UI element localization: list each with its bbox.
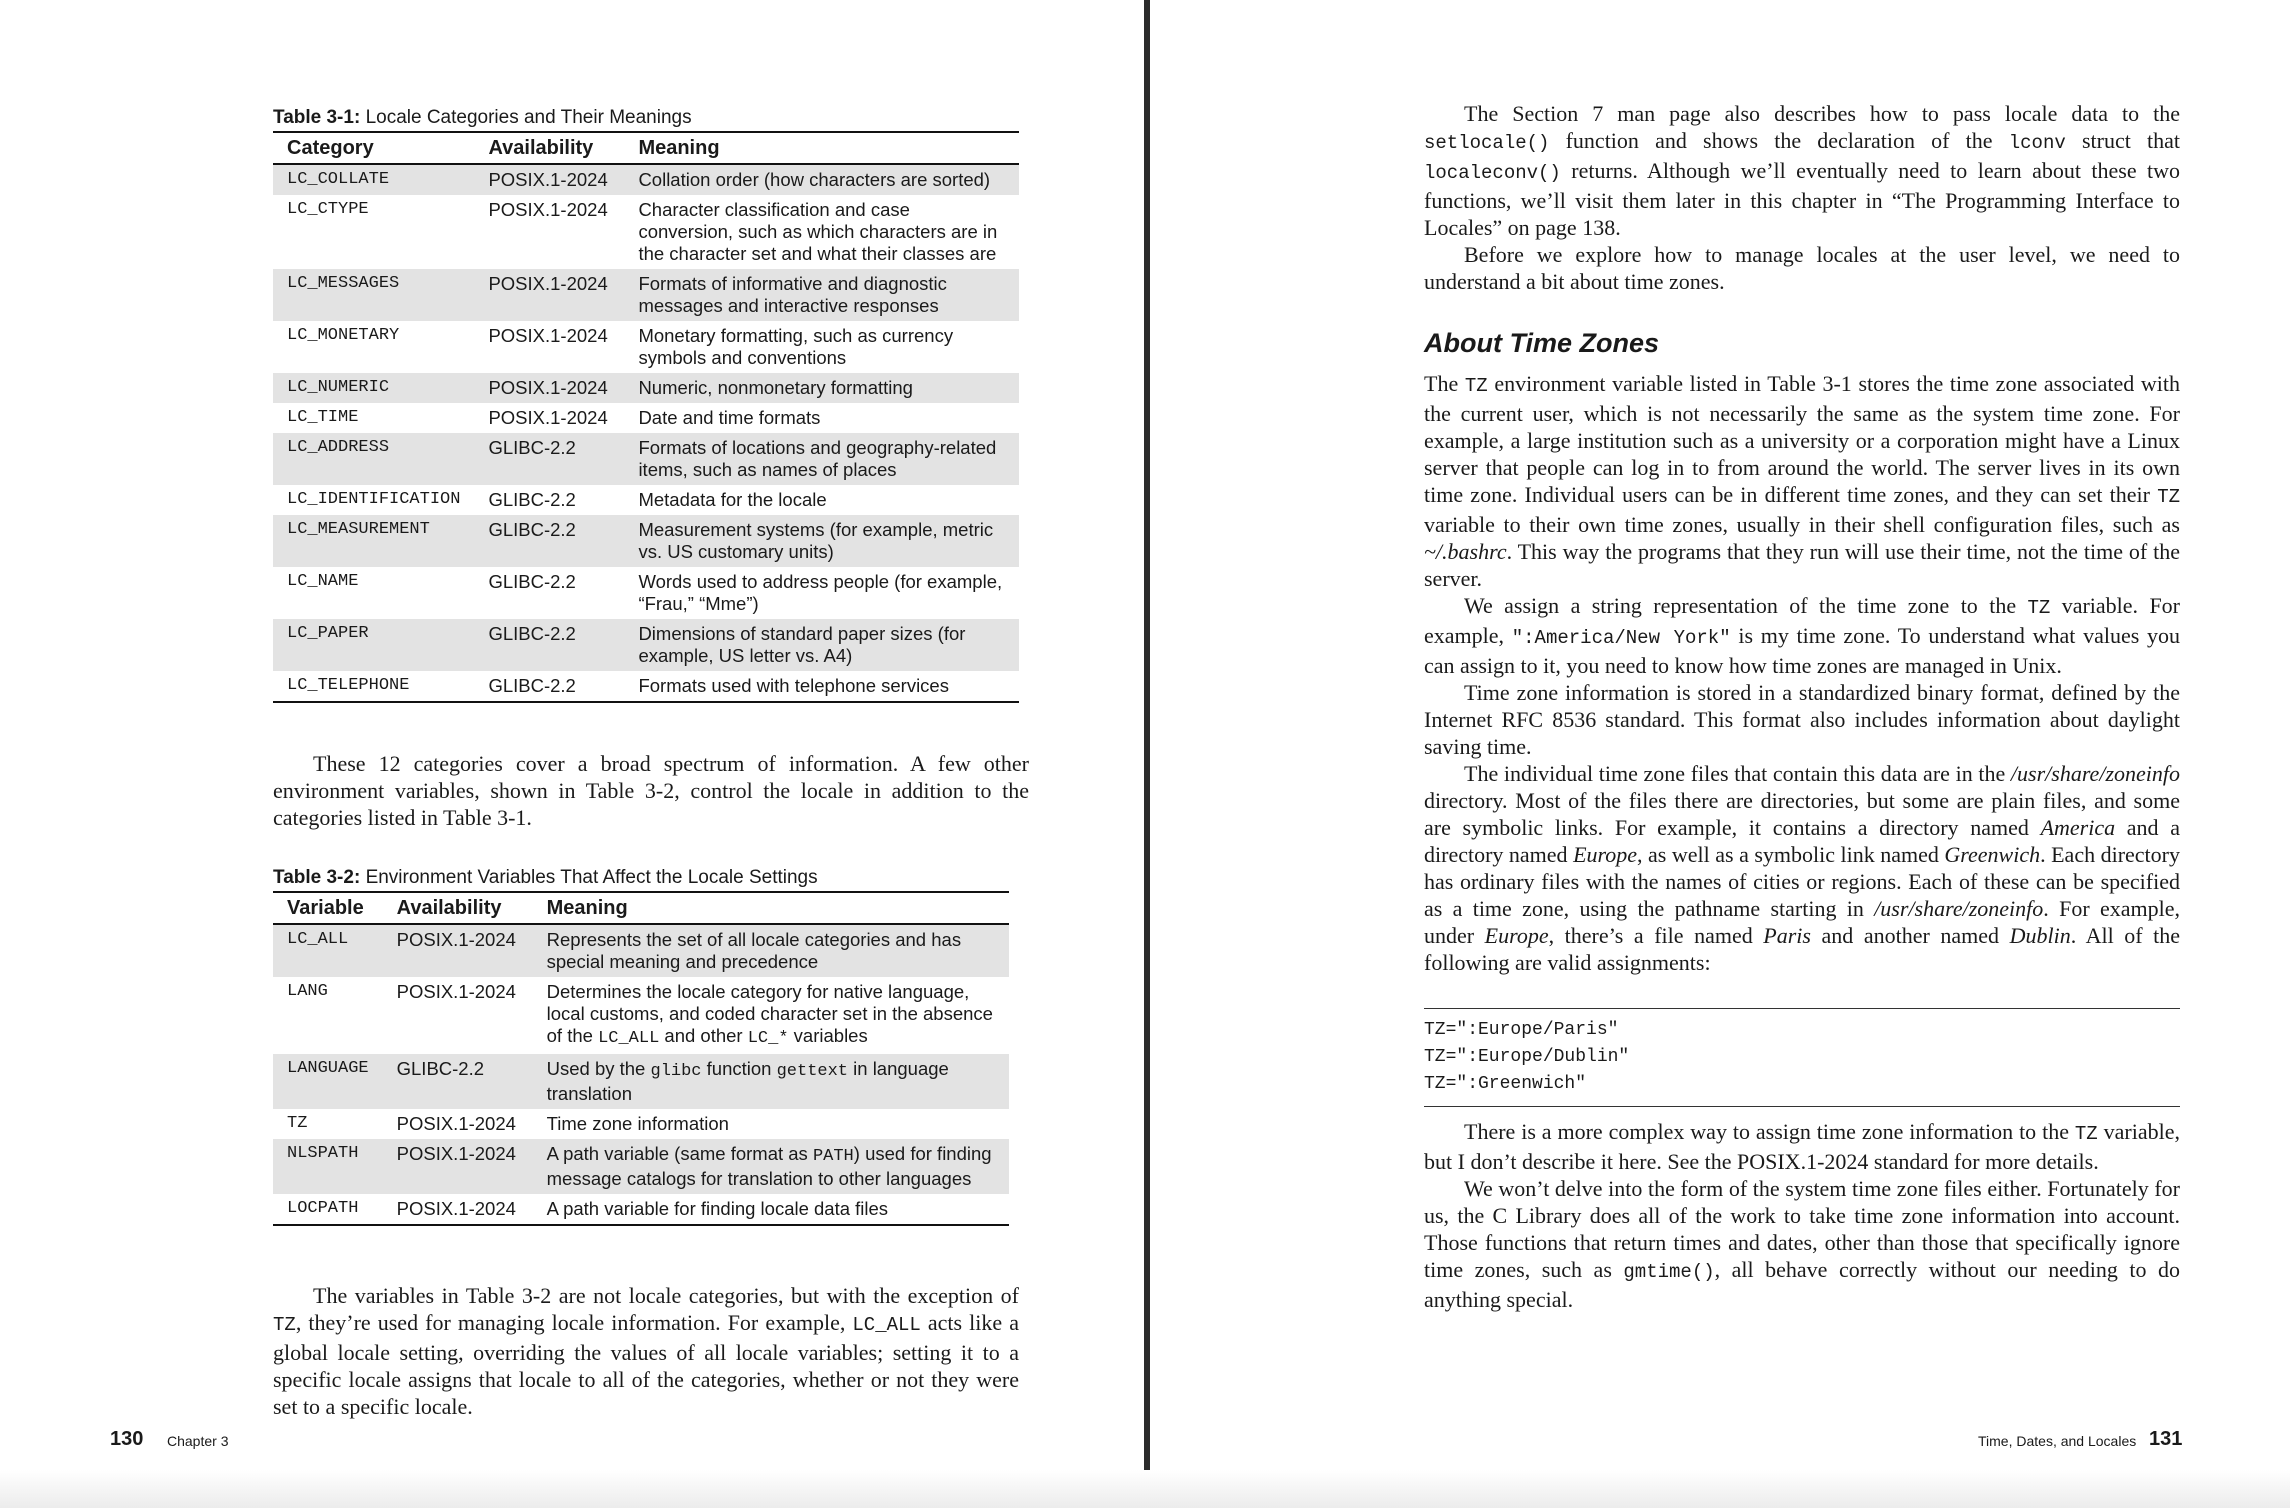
category-cell: LC_TIME xyxy=(287,408,359,427)
table-row xyxy=(273,373,1019,403)
meaning-cell: Words used to address people (for example, “Frau,” “Mme”) xyxy=(638,571,1003,614)
variable-cell: TZ xyxy=(287,1114,308,1133)
table-header-row xyxy=(273,892,1009,924)
table-row xyxy=(273,1109,1009,1139)
table-caption xyxy=(273,106,692,130)
text-run: , all behave correctly without our needing to do anything special. xyxy=(1424,1257,2180,1312)
inline-code: gmtime() xyxy=(1623,1261,1715,1283)
inline-code: TZ xyxy=(2074,1123,2098,1145)
inline-code: localeconv() xyxy=(1424,162,1561,184)
text-run: struct that xyxy=(2065,128,2180,153)
paragraph xyxy=(1424,1118,2180,1175)
table-row xyxy=(273,164,1019,195)
inline-code: TZ xyxy=(2027,597,2051,619)
text-run: returns. Although we’ll eventually need to learn about these two functions, we’ll visit them later in this chapter in “The Programming Interface to Locales” on page 138. xyxy=(1424,158,2180,240)
category-cell: LC_NUMERIC xyxy=(273,373,474,403)
inline-code: glibc xyxy=(650,1062,702,1081)
column-header: Variable xyxy=(273,892,383,924)
availability-cell: GLIBC-2.2 xyxy=(474,671,624,702)
page-number: 131 xyxy=(2149,1428,2183,1450)
meaning-text: variables xyxy=(788,1025,868,1046)
meaning-cell xyxy=(533,1139,1009,1194)
text-run: , as well as a symbolic link named xyxy=(1637,842,1945,867)
meaning-cell xyxy=(533,924,1009,977)
italic-name: Greenwich xyxy=(1944,842,2041,867)
column-header: Meaning xyxy=(533,892,1009,924)
category-cell: LC_NAME xyxy=(287,572,359,591)
text-run: variable to their own time zones, usually in their shell configuration files, such as xyxy=(1424,512,2180,537)
text-run: . All of the following are valid assignments: xyxy=(1424,923,2181,975)
table-title: Locale Categories and Their Meanings xyxy=(365,107,692,128)
table-row xyxy=(273,1139,1009,1194)
inline-code: PATH xyxy=(812,1147,854,1166)
environment-variables-table xyxy=(273,891,1009,1226)
table-row xyxy=(273,619,1019,671)
inline-code: lconv xyxy=(2008,132,2066,154)
availability-cell: POSIX.1-2024 xyxy=(383,924,533,977)
page-number: 130 xyxy=(110,1428,144,1450)
variable-cell: LOCPATH xyxy=(273,1194,383,1225)
right-page xyxy=(1150,0,2290,1508)
inline-code: LC_ALL xyxy=(852,1314,921,1336)
meaning-cell: Formats of informative and diagnostic messages and interactive responses xyxy=(624,269,1019,321)
table-row xyxy=(273,485,1019,515)
category-cell: LC_MONETARY xyxy=(287,326,400,345)
paragraph xyxy=(1424,1175,2180,1313)
paragraph xyxy=(273,1282,1019,1420)
paragraph: Time zone information is stored in a standardized binary format, defined by the Internet RFC 8536 standard. This format also includes information about daylight saving time. xyxy=(1424,680,2180,759)
inline-code: TZ xyxy=(273,1314,296,1336)
availability-cell: GLIBC-2.2 xyxy=(488,489,576,510)
italic-path: ~/.bashrc xyxy=(1424,539,1507,564)
code-line: TZ=":Europe/Paris" xyxy=(1424,1020,1619,1040)
paragraph xyxy=(1424,100,2180,241)
paragraph xyxy=(1424,592,2180,679)
meaning-text: ) used for finding message catalogs for translation to other languages xyxy=(546,1143,992,1189)
column-header: Category xyxy=(273,132,474,164)
category-cell: LC_IDENTIFICATION xyxy=(287,490,461,509)
availability-cell: POSIX.1-2024 xyxy=(488,199,608,220)
text-run: function and shows the declaration of the xyxy=(1549,128,2009,153)
availability-cell: GLIBC-2.2 xyxy=(383,1054,533,1109)
text-run: variable. For example, xyxy=(1424,593,2181,648)
meaning-text: in language translation xyxy=(546,1058,949,1104)
meaning-cell: Monetary formatting, such as currency symbols and conventions xyxy=(638,325,954,368)
availability-cell: POSIX.1-2024 xyxy=(488,325,608,346)
locale-categories-table xyxy=(273,131,1019,703)
meaning-cell xyxy=(533,977,1009,1054)
table-row xyxy=(273,321,1019,373)
meaning-cell: Measurement systems (for example, metric vs. US customary units) xyxy=(624,515,1019,567)
code-line: TZ=":Greenwich" xyxy=(1424,1074,1587,1094)
meaning-cell: Numeric, nonmonetary formatting xyxy=(624,373,1019,403)
paragraph xyxy=(1424,760,2180,976)
meaning-text: Determines the locale category for native language, local customs, and coded character set in the absence of the xyxy=(546,981,993,1046)
text-run: and another named xyxy=(1810,923,2010,948)
variable-cell: LANGUAGE xyxy=(273,1054,383,1109)
meaning-text: A path variable (same format as xyxy=(546,1143,813,1164)
category-cell: LC_ADDRESS xyxy=(273,433,474,485)
meaning-cell xyxy=(533,1054,1009,1109)
meaning-cell: Character classification and case conversion, such as which characters are in the character set and what their classes are xyxy=(638,199,998,264)
meaning-cell: Dimensions of standard paper sizes (for example, US letter vs. A4) xyxy=(624,619,1019,671)
table-row xyxy=(273,269,1019,321)
meaning-text: function xyxy=(701,1058,777,1079)
text-run: . For example, under xyxy=(1424,896,2180,948)
inline-code: ":America/New York" xyxy=(1511,627,1731,649)
table-row xyxy=(273,1194,1009,1225)
meaning-text: Used by the xyxy=(546,1058,651,1079)
italic-path: /usr/share/zoneinfo xyxy=(1874,896,2044,921)
page-bottom-shadow xyxy=(0,1470,2290,1508)
inline-code: gettext xyxy=(776,1062,849,1081)
table-title: Environment Variables That Affect the Locale Settings xyxy=(365,867,818,888)
availability-cell: GLIBC-2.2 xyxy=(474,433,624,485)
text-run: There is a more complex way to assign time zone information to the xyxy=(1464,1119,2075,1144)
section-heading: About Time Zones xyxy=(1424,328,1660,358)
meaning-cell: Metadata for the locale xyxy=(638,489,827,510)
column-header: Availability xyxy=(474,132,624,164)
category-cell: LC_PAPER xyxy=(273,619,474,671)
body-text xyxy=(1424,1118,2180,1313)
text-run: The xyxy=(1424,371,1465,396)
table-row xyxy=(273,567,1019,619)
table-row xyxy=(273,1054,1009,1109)
availability-cell: GLIBC-2.2 xyxy=(488,571,576,592)
meaning-text: Time zone information xyxy=(546,1113,729,1134)
inline-code: setlocale() xyxy=(1424,132,1550,154)
text-run: . This way the programs that they run will use their time, not the time of the server. xyxy=(1424,539,2180,591)
text-run: We won’t delve into the form of the system time zone files either. Fortunately for us, the C Library does all of the work to take time zone information into account. Those functions that return times and dates, other than those that specifically ignore time zones, such as xyxy=(1424,1176,2180,1282)
meaning-text: A path variable for finding locale data files xyxy=(546,1198,889,1219)
code-block xyxy=(1424,1008,2180,1107)
variable-cell: LANG xyxy=(287,982,328,1001)
category-cell: LC_TELEPHONE xyxy=(273,671,474,702)
category-cell: LC_CTYPE xyxy=(287,200,369,219)
italic-name: Europe xyxy=(1484,923,1549,948)
variable-cell: NLSPATH xyxy=(273,1139,383,1194)
paragraph: Before we explore how to manage locales at the user level, we need to understand a bit about time zones. xyxy=(1424,242,2180,294)
text-run: , they’re used for managing locale information. For example, xyxy=(295,1310,853,1335)
body-text xyxy=(1424,370,2180,976)
column-header: Availability xyxy=(383,892,533,924)
meaning-cell: Formats of locations and geography-related items, such as names of places xyxy=(624,433,1019,485)
paragraph xyxy=(1424,370,2180,592)
category-cell: LC_MESSAGES xyxy=(273,269,474,321)
availability-cell: GLIBC-2.2 xyxy=(474,515,624,567)
inline-code: LC_ALL xyxy=(598,1029,660,1048)
table-row xyxy=(273,403,1019,433)
paragraph: These 12 categories cover a broad spectrum of information. A few other environment variables, shown in Table 3-2, control the locale in addition to the categories listed in Table 3-1. xyxy=(273,751,1029,830)
inline-code: TZ xyxy=(1464,375,1488,397)
text-run: directory. Most of the files there are directories, but some are plain files, and some are symbolic links. For example, it contains a directory named xyxy=(1424,788,2180,840)
meaning-cell: Date and time formats xyxy=(638,407,821,428)
table-caption xyxy=(273,866,818,890)
variable-cell: LC_ALL xyxy=(273,924,383,977)
meaning-cell xyxy=(533,1194,1009,1225)
italic-name: Europe xyxy=(1573,842,1638,867)
italic-name: Paris xyxy=(1763,923,1811,948)
availability-cell: POSIX.1-2024 xyxy=(474,164,624,195)
table-row xyxy=(273,433,1019,485)
table-row xyxy=(273,195,1019,269)
table-row xyxy=(273,515,1019,567)
text-run: environment variable listed in Table 3-1 stores the time zone associated with the current user, which is not necessarily the same as the system time zone. For example, a large institution such as a university or a corporation might have a Linux server that people can log in to from around the world. The server lives in its own time zone. Individual users can be in different time zones, and they can set their xyxy=(1424,371,2181,507)
body-text xyxy=(273,750,1029,831)
column-header: Meaning xyxy=(624,132,1019,164)
left-page xyxy=(0,0,1144,1508)
availability-cell: POSIX.1-2024 xyxy=(396,1113,516,1134)
availability-cell: POSIX.1-2024 xyxy=(474,269,624,321)
inline-code: LC_* xyxy=(747,1029,789,1048)
text-run: The Section 7 man page also describes how to pass locale data to the xyxy=(1464,101,2180,126)
text-run: variable, but I don’t describe it here. See the POSIX.1-2024 standard for more details. xyxy=(1424,1119,2180,1174)
running-head: Time, Dates, and Locales xyxy=(1978,1433,2137,1449)
text-run: and a directory named xyxy=(1424,815,2180,867)
meaning-cell: Formats used with telephone services xyxy=(624,671,1019,702)
table-label: Table 3-2: xyxy=(273,867,361,888)
meaning-text: Represents the set of all locale categories and has special meaning and precedence xyxy=(546,929,962,972)
table-label: Table 3-1: xyxy=(273,107,361,128)
body-text xyxy=(1424,100,2180,295)
availability-cell: POSIX.1-2024 xyxy=(383,1139,533,1194)
text-run: We assign a string representation of the time zone to the xyxy=(1464,593,2028,618)
code-line: TZ=":Europe/Dublin" xyxy=(1424,1047,1630,1067)
availability-cell: POSIX.1-2024 xyxy=(488,407,608,428)
meaning-text: and other xyxy=(659,1025,748,1046)
availability-cell: POSIX.1-2024 xyxy=(383,1194,533,1225)
body-text xyxy=(273,1282,1019,1420)
italic-name: America xyxy=(2040,815,2116,840)
category-cell: LC_MEASUREMENT xyxy=(273,515,474,567)
text-run: , there’s a file named xyxy=(1548,923,1764,948)
italic-name: Dublin xyxy=(2009,923,2071,948)
table-row xyxy=(273,977,1009,1054)
table-row xyxy=(273,924,1009,977)
table-header-row xyxy=(273,132,1019,164)
text-run: The variables in Table 3-2 are not locale categories, but with the exception of xyxy=(313,1283,1019,1308)
inline-code: TZ xyxy=(2157,486,2180,508)
italic-path: /usr/share/zoneinfo xyxy=(2010,761,2180,786)
availability-cell: POSIX.1-2024 xyxy=(396,981,516,1002)
text-run: . Each directory has ordinary files with the names of cities or regions. Each of these can be specified as a time zone, using the pathname starting in xyxy=(1424,842,2180,921)
text-run: acts like a global locale setting, overriding the values of all locale variables; setting it to a specific locale assigns that locale to all of the categories, whether or not they were set to a specific locale. xyxy=(273,1310,1019,1419)
category-cell: LC_COLLATE xyxy=(273,164,474,195)
running-head: Chapter 3 xyxy=(167,1433,229,1449)
availability-cell: GLIBC-2.2 xyxy=(474,619,624,671)
text-run: The individual time zone files that contain this data are in the xyxy=(1464,761,2011,786)
table-row xyxy=(273,671,1019,702)
availability-cell: POSIX.1-2024 xyxy=(474,373,624,403)
text-run: is my time zone. To understand what values you can assign to it, you need to know how time zones are managed in Unix. xyxy=(1424,623,2180,678)
meaning-cell xyxy=(533,1109,1009,1139)
meaning-cell: Collation order (how characters are sorted) xyxy=(624,164,1019,195)
